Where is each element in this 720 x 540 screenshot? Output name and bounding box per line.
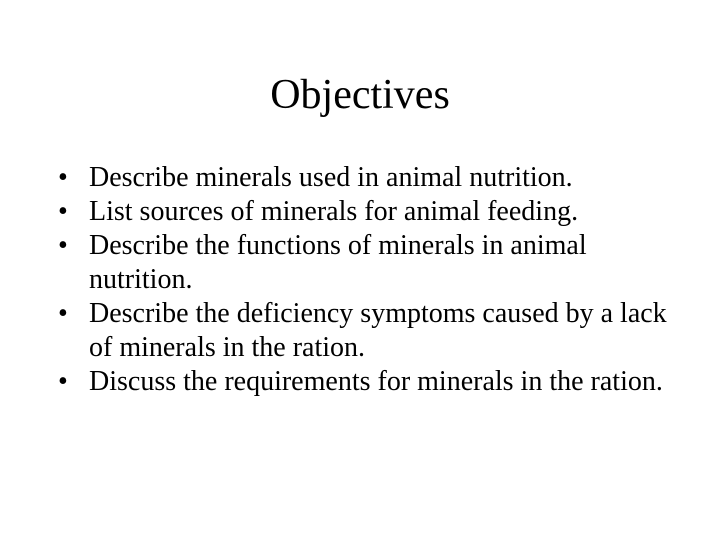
list-item: [58, 297, 678, 365]
bullet-icon: •: [58, 298, 68, 329]
list-item-text: List sources of minerals for animal feeding.: [89, 196, 579, 227]
slide-title: Objectives: [270, 72, 450, 118]
objectives-list: [58, 161, 678, 399]
bullet-icon: •: [58, 230, 68, 261]
bullet-icon: •: [58, 196, 68, 227]
bullet-icon: •: [58, 162, 68, 193]
list-item-text: Discuss the requirements for minerals in the ration.: [89, 366, 663, 397]
list-item-text: Describe the functions of minerals in animal nutrition.: [89, 230, 587, 295]
bullet-icon: •: [58, 366, 68, 397]
list-item: [58, 365, 678, 399]
list-item: [58, 229, 678, 297]
list-item: [58, 195, 678, 229]
list-item: [58, 161, 678, 195]
list-item-text: Describe minerals used in animal nutrition.: [89, 162, 573, 193]
list-item-text: Describe the deficiency symptoms caused by a lack of minerals in the ration.: [89, 298, 667, 363]
